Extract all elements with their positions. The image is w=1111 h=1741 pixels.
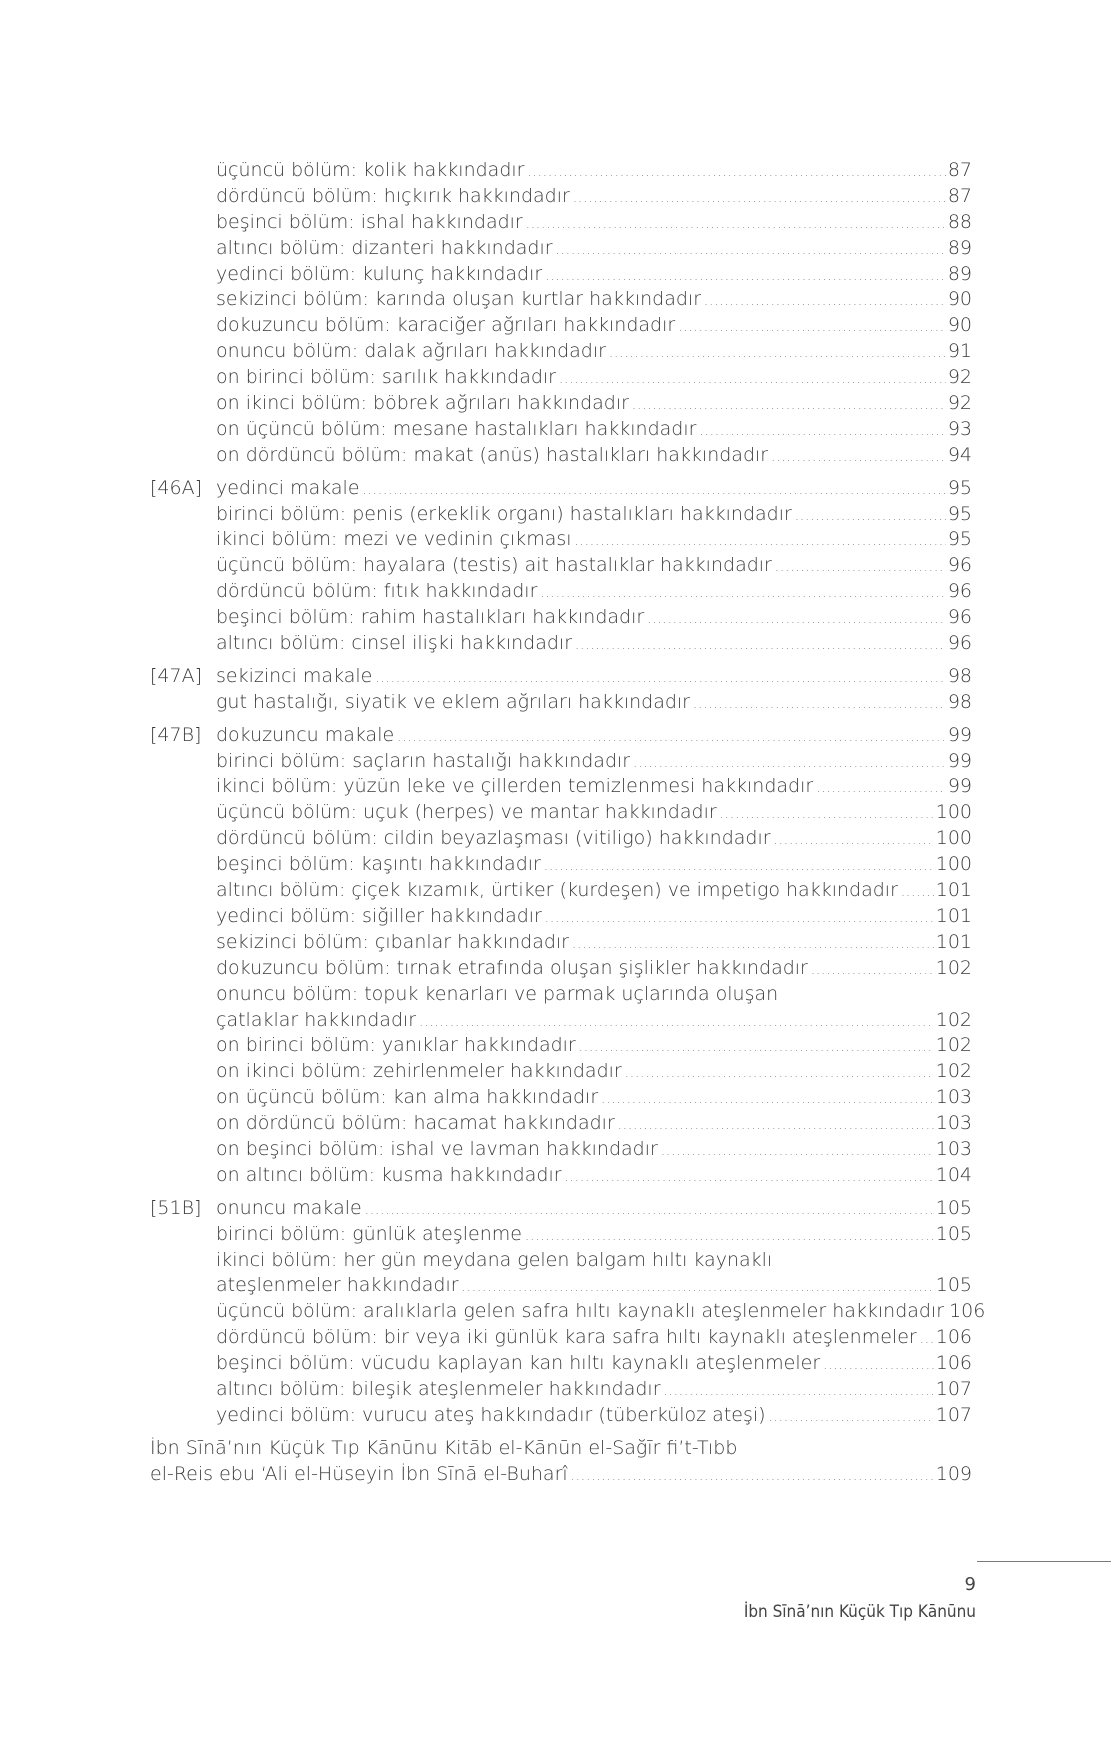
toc-entry <box>150 631 972 657</box>
toc-entry <box>150 930 972 956</box>
dot-leader <box>647 607 946 633</box>
toc-entry-title: dördüncü bölüm: fıtık hakkındadır <box>216 580 538 603</box>
toc-entry-title: sekizinci bölüm: karında oluşan kurtlar hakkındadır <box>216 288 702 311</box>
toc-entry-page: 89 <box>947 262 972 285</box>
toc-entry-page: 105 <box>935 1222 972 1245</box>
toc-entry <box>150 904 972 930</box>
dot-leader <box>632 393 946 419</box>
toc-entry <box>150 1325 972 1351</box>
toc-entry-page: 103 <box>935 1086 972 1109</box>
toc-entry <box>150 443 972 469</box>
dot-leader <box>704 289 946 315</box>
dot-leader <box>544 854 934 880</box>
page-number: 9 <box>964 1574 976 1595</box>
toc-entry-page: 102 <box>935 956 972 979</box>
toc-entry-title: üçüncü bölüm: uçuk (herpes) ve mantar hakkındadır <box>216 801 717 824</box>
toc-entry-page: 93 <box>947 417 972 440</box>
toc-entry-page: 106 <box>949 1300 986 1323</box>
dot-leader <box>579 1035 934 1061</box>
toc-entry-page: 101 <box>935 879 972 902</box>
dot-leader <box>397 725 946 751</box>
toc-entry-title: birinci bölüm: günlük ateşlenme <box>216 1222 522 1245</box>
toc-entry-title: altıncı bölüm: cinsel ilişki hakkındadır <box>216 632 573 655</box>
toc-entry <box>150 774 972 800</box>
dot-leader <box>811 958 934 984</box>
toc-entry-title: on ikinci bölüm: zehirlenmeler hakkındadır <box>216 1060 622 1083</box>
toc-entry-page: 96 <box>947 606 972 629</box>
toc-entry <box>150 1163 972 1189</box>
dot-leader <box>664 1379 934 1405</box>
toc-entry-title: on dördüncü bölüm: makat (anüs) hastalıkları hakkındadır <box>216 443 769 466</box>
toc-entry-title: üçüncü bölüm: kolik hakkındadır <box>216 159 525 181</box>
dot-leader <box>365 1198 934 1224</box>
toc-entry-title: çatlaklar hakkındadır <box>216 1008 417 1031</box>
toc-entry-title: yedinci bölüm: siğiller hakkındadır <box>216 904 542 927</box>
toc-entry-title: gut hastalığı, siyatik ve eklem ağrıları hakkındadır <box>216 690 690 713</box>
toc-entry-title: dokuzuncu bölüm: karaciğer ağrıları hakkındadır <box>216 314 676 337</box>
toc-entry-page: 101 <box>935 930 972 953</box>
toc-entry-page: 107 <box>935 1403 972 1426</box>
dot-leader <box>661 1139 934 1165</box>
toc-entry-title: on üçüncü bölüm: mesane hastalıkları hakkındadır <box>216 417 697 440</box>
toc-entry-title: on altıncı bölüm: kusma hakkındadır <box>216 1163 562 1186</box>
toc-entry-page: 98 <box>947 690 972 713</box>
toc-entry-page: 88 <box>947 210 972 233</box>
dot-leader <box>774 828 934 854</box>
toc-entry-page: 96 <box>947 632 972 655</box>
folio-marker: [51B] <box>150 1196 202 1219</box>
toc-entry <box>150 1273 972 1299</box>
toc-entry <box>150 287 972 313</box>
toc-entry-page: 101 <box>935 904 972 927</box>
toc-entry-title: onuncu bölüm: dalak ağrıları hakkındadır <box>216 340 606 363</box>
toc-entry-title: yedinci makale <box>216 476 360 499</box>
toc-entry-title: ikinci bölüm: her gün meydana gelen balgam hıltı kaynaklı <box>216 1248 773 1271</box>
toc-entry-title: beşinci bölüm: vücudu kaplayan kan hıltı kaynaklı ateşlenmeler <box>216 1352 821 1375</box>
toc-entry-title: birinci bölüm: penis (erkeklik organı) hastalıkları hakkındadır <box>216 502 792 525</box>
dot-leader <box>816 776 946 802</box>
toc-section <box>150 664 972 716</box>
toc-entry <box>150 1436 972 1462</box>
toc-entry <box>150 800 972 826</box>
dot-leader <box>526 212 946 238</box>
toc-entry <box>150 1033 972 1059</box>
toc-entry <box>150 527 972 553</box>
toc-entry <box>150 664 972 690</box>
toc-entry-page: 105 <box>935 1196 972 1219</box>
toc-entry-page: 90 <box>947 314 972 337</box>
toc-entry <box>150 553 972 579</box>
toc-section <box>150 476 972 657</box>
toc-entry <box>150 262 972 288</box>
dot-leader <box>699 419 945 445</box>
toc-entry-page: 102 <box>935 1008 972 1031</box>
dot-leader <box>720 802 934 828</box>
dot-leader <box>795 504 946 530</box>
toc-entry <box>150 1085 972 1111</box>
dot-leader <box>823 1353 934 1379</box>
dot-leader <box>575 529 946 555</box>
dot-leader <box>573 186 946 212</box>
toc-entry-page: 92 <box>947 366 972 389</box>
toc-entry-title: birinci bölüm: saçların hastalığı hakkındadır <box>216 749 631 772</box>
toc-entry <box>150 210 972 236</box>
toc-entry <box>150 1111 972 1137</box>
toc-entry <box>150 476 972 502</box>
toc-entry <box>150 1462 972 1488</box>
toc-entry-title: yedinci bölüm: kulunç hakkındadır <box>216 262 543 285</box>
dot-leader <box>545 906 934 932</box>
toc-entry <box>150 1299 986 1325</box>
toc-entry-page: 95 <box>947 502 972 525</box>
dot-leader <box>601 1087 934 1113</box>
toc-entry <box>150 1351 972 1377</box>
toc-entry <box>150 502 972 528</box>
toc-entry <box>150 852 972 878</box>
dot-leader <box>572 932 934 958</box>
toc-entry-page: 106 <box>935 1352 972 1375</box>
toc-entry-title: üçüncü bölüm: aralıklarla gelen safra hıltı kaynaklı ateşlenmeler hakkındadır <box>216 1300 945 1323</box>
toc-entry-title: ateşlenmeler hakkındadır <box>216 1274 459 1297</box>
toc-entry-title: dokuzuncu makale <box>216 723 395 746</box>
toc-entry-page: 95 <box>947 528 972 551</box>
toc-entry-page: 102 <box>935 1060 972 1083</box>
toc-entry-page: 95 <box>947 476 972 499</box>
toc-entry <box>150 826 972 852</box>
toc-entry-title: İbn Sīnā’nın Küçük Tıp Kānūnu Kitāb el-Kānūn el-Sağīr fi’t-Tıbb <box>150 1436 738 1459</box>
toc-entry <box>150 1137 972 1163</box>
toc-entry <box>150 158 972 184</box>
toc-entry-title: beşinci bölüm: kaşıntı hakkındadır <box>216 853 541 876</box>
dot-leader <box>678 315 946 341</box>
folio-marker: [47B] <box>150 723 202 746</box>
folio-marker: [46A] <box>150 476 202 499</box>
toc-entry <box>150 236 972 262</box>
toc-entry-title: sekizinci bölüm: çıbanlar hakkındadır <box>216 930 569 953</box>
toc-entry-title: yedinci bölüm: vurucu ateş hakkındadır (tüberküloz ateşi) <box>216 1403 766 1426</box>
toc-entry-title: el-Reis ebu ‘Ali el-Hüseyin İbn Sīnā el-Buharî <box>150 1462 568 1485</box>
running-title: İbn Sīnā’nın Küçük Tıp Kānūnu <box>743 1602 976 1622</box>
toc-entry <box>150 417 972 443</box>
toc-entry-title: onuncu makale <box>216 1196 362 1219</box>
toc-entry-page: 91 <box>947 340 972 363</box>
toc-entry <box>150 313 972 339</box>
toc-entry-title: beşinci bölüm: rahim hastalıkları hakkındadır <box>216 606 645 629</box>
toc-entry-page: 89 <box>947 236 972 259</box>
dot-leader <box>556 238 946 264</box>
toc-entry-title: dördüncü bölüm: cildin beyazlaşması (vitiligo) hakkındadır <box>216 827 771 850</box>
toc-entry <box>150 1008 972 1034</box>
toc-entry-page: 87 <box>947 159 972 181</box>
toc-entry-title: ikinci bölüm: mezi ve vedinin çıkması <box>216 528 572 551</box>
toc-entry-title: on birinci bölüm: sarılık hakkındadır <box>216 366 556 389</box>
toc-entry-title: beşinci bölüm: ishal hakkındadır <box>216 210 523 233</box>
toc-entry-page: 87 <box>947 184 972 207</box>
dot-leader <box>775 555 946 581</box>
dot-leader <box>375 666 945 692</box>
toc-entry <box>150 878 972 904</box>
toc-entry <box>150 1248 972 1274</box>
dot-leader <box>571 1464 934 1490</box>
toc-entry-page: 96 <box>947 580 972 603</box>
dot-leader <box>419 1010 934 1036</box>
dot-leader <box>920 1327 934 1353</box>
toc-entry-title: altıncı bölüm: bileşik ateşlenmeler hakkındadır <box>216 1377 661 1400</box>
toc-entry-page: 105 <box>935 1274 972 1297</box>
table-of-contents <box>150 158 986 1495</box>
dot-leader <box>618 1113 934 1139</box>
toc-entry-page: 100 <box>935 827 972 850</box>
dot-leader <box>771 445 946 471</box>
dot-leader <box>527 160 945 186</box>
toc-entry-page: 99 <box>947 749 972 772</box>
dot-leader <box>525 1224 934 1250</box>
dot-leader <box>559 367 946 393</box>
toc-entry <box>150 1403 972 1429</box>
toc-entry-title: altıncı bölüm: dizanteri hakkındadır <box>216 236 553 259</box>
dot-leader <box>540 581 945 607</box>
toc-entry-page: 103 <box>935 1137 972 1160</box>
toc-entry-title: dördüncü bölüm: bir veya iki günlük kara safra hıltı kaynaklı ateşlenmeler <box>216 1326 917 1349</box>
dot-leader <box>545 264 946 290</box>
toc-entry <box>150 184 972 210</box>
toc-entry <box>150 982 972 1008</box>
dot-leader <box>769 1405 934 1431</box>
toc-entry <box>150 391 972 417</box>
dot-leader <box>462 1275 934 1301</box>
toc-entry-title: altıncı bölüm: çiçek kızamık, ürtiker (kurdeşen) ve impetigo hakkındadır <box>216 879 898 902</box>
toc-entry <box>150 579 972 605</box>
dot-leader <box>609 341 946 367</box>
toc-entry-title: dokuzuncu bölüm: tırnak etrafında oluşan şişlikler hakkındadır <box>216 956 808 979</box>
toc-entry-page: 100 <box>935 853 972 876</box>
toc-entry-title: on üçüncü bölüm: kan alma hakkındadır <box>216 1086 599 1109</box>
toc-section <box>150 723 972 1189</box>
toc-entry-page: 94 <box>947 443 972 466</box>
folio-marker: [47A] <box>150 664 202 687</box>
toc-section <box>150 158 972 469</box>
dot-leader <box>633 751 946 777</box>
toc-entry-title: on ikinci bölüm: böbrek ağrıları hakkındadır <box>216 392 629 415</box>
toc-entry-page: 96 <box>947 554 972 577</box>
toc-entry-page: 100 <box>935 801 972 824</box>
toc-entry-page: 99 <box>947 723 972 746</box>
toc-entry-page: 99 <box>947 775 972 798</box>
toc-entry-page: 92 <box>947 392 972 415</box>
dot-leader <box>901 880 934 906</box>
toc-entry-title: ikinci bölüm: yüzün leke ve çillerden temizlenmesi hakkındadır <box>216 775 814 798</box>
toc-entry-title: on beşinci bölüm: ishal ve lavman hakkındadır <box>216 1137 658 1160</box>
dot-leader <box>693 692 946 718</box>
dot-leader <box>363 478 946 504</box>
dot-leader <box>625 1061 934 1087</box>
toc-entry-title: onuncu bölüm: topuk kenarları ve parmak uçlarında oluşan <box>216 982 779 1005</box>
toc-entry <box>150 1059 972 1085</box>
toc-entry <box>150 1222 972 1248</box>
toc-entry <box>150 690 972 716</box>
toc-entry-title: sekizinci makale <box>216 664 373 687</box>
toc-entry-title: on dördüncü bölüm: hacamat hakkındadır <box>216 1112 615 1135</box>
toc-entry <box>150 1377 972 1403</box>
toc-entry-title: on birinci bölüm: yanıklar hakkındadır <box>216 1034 576 1057</box>
toc-entry <box>150 956 972 982</box>
toc-entry-title: üçüncü bölüm: hayalara (testis) ait hastalıklar hakkındadır <box>216 554 772 577</box>
toc-entry <box>150 723 972 749</box>
toc-entry-page: 104 <box>935 1163 972 1186</box>
toc-entry <box>150 605 972 631</box>
toc-entry-page: 107 <box>935 1377 972 1400</box>
toc-entry-page: 102 <box>935 1034 972 1057</box>
toc-section <box>150 1196 986 1429</box>
toc-entry-page: 103 <box>935 1112 972 1135</box>
toc-entry <box>150 339 972 365</box>
toc-entry <box>150 1196 972 1222</box>
toc-entry <box>150 749 972 775</box>
toc-entry-page: 90 <box>947 288 972 311</box>
toc-entry-page: 98 <box>947 664 972 687</box>
footer-rule <box>977 1561 1111 1562</box>
toc-entry-title: dördüncü bölüm: hıçkırık hakkındadır <box>216 184 570 207</box>
toc-entry-page: 106 <box>935 1326 972 1349</box>
dot-leader <box>575 633 946 659</box>
toc-entry <box>150 365 972 391</box>
toc-book-entry <box>150 1436 972 1488</box>
dot-leader <box>565 1165 934 1191</box>
toc-entry-page: 109 <box>935 1462 972 1485</box>
